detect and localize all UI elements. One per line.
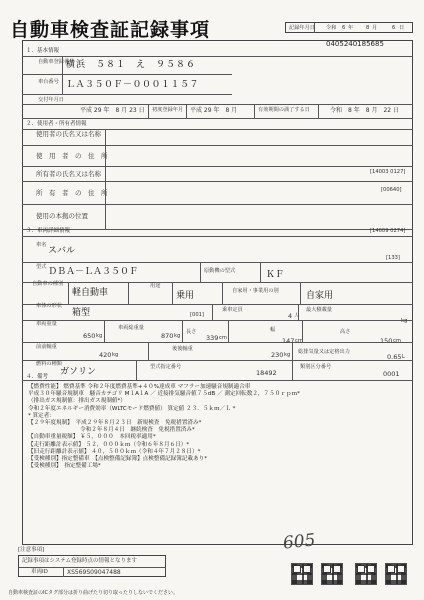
model-value: ＤＢＡ－ＬＡ３５０Ｆ bbox=[48, 267, 139, 277]
capacity-value: 4 bbox=[288, 312, 293, 320]
maker-value: スバル bbox=[48, 246, 76, 256]
issue-date-label: 交付年月日 bbox=[38, 97, 64, 103]
footer-section-label: [注意事項] bbox=[18, 547, 45, 553]
record-date-month-unit: 月 bbox=[372, 25, 378, 31]
remark-line: 【自動車重量税額】 ￥５，０００ 本回税率適用* bbox=[28, 434, 156, 441]
remark-line: 令和２年度エネルギー消費効率（WLTCモード燃費値） 算定値 ２３．５ｋｍ／Ｌ * bbox=[28, 405, 236, 412]
vehicle-weight-label: 車両重量 bbox=[36, 321, 57, 327]
vehicle-id-value: XS569S09047488 bbox=[67, 569, 121, 576]
record-date-year-unit: 年 bbox=[348, 25, 354, 31]
record-date-box bbox=[285, 22, 413, 33]
owner-name-label: 所有者の氏名又は名称 bbox=[36, 170, 101, 178]
type-designation-value: 18492 bbox=[256, 369, 277, 377]
body-shape-label: 車体の形状 bbox=[36, 303, 62, 309]
rear-axle-value: 230 bbox=[271, 351, 284, 359]
remark-line: 【受検種別】指定整備車 【点検整備記録簿】点検整備記録簿記載あり* bbox=[28, 456, 207, 463]
type-designation-label: 型式指定番号 bbox=[150, 364, 182, 370]
bottom-note: 自動車検査証のICタグ部分は折り曲げたり切り取ったりしないでください。 bbox=[8, 590, 178, 596]
use-value: 乗用 bbox=[176, 291, 195, 301]
issue-date-value: 平成 29 年 8 月 23 日 bbox=[80, 107, 145, 114]
footer-note: 記録事項はシステム登録時点の情報となります bbox=[22, 558, 137, 564]
record-date-day-unit: 日 bbox=[399, 25, 405, 31]
expiry-label: 有効期間の満了する日 bbox=[258, 107, 310, 113]
width-value: 147 bbox=[282, 337, 295, 345]
first-reg-label: 初度登録年月 bbox=[152, 107, 184, 113]
width-label: 幅 bbox=[270, 327, 276, 333]
height-unit: cm bbox=[393, 338, 401, 344]
remark-line: 【受検種別】 指定整備工場* bbox=[28, 463, 101, 470]
engine-label: 原動機の型式 bbox=[204, 268, 236, 274]
record-date-era: 令和 bbox=[326, 25, 337, 31]
remarks-block bbox=[28, 384, 408, 470]
qr-code-2-icon bbox=[321, 563, 343, 585]
reg-number-value: 横浜 ５８１ え ９５８６ bbox=[66, 60, 197, 70]
record-date-day: 6 bbox=[392, 25, 396, 31]
gross-weight-value: 870 bbox=[161, 332, 174, 340]
capacity-unit: 人 bbox=[294, 313, 300, 319]
chassis-label: 車台番号 bbox=[38, 79, 59, 85]
vehicle-type-value: 軽自動車 bbox=[72, 288, 109, 298]
front-axle-unit: kg bbox=[112, 352, 119, 358]
reg-number-label: 自動車登録番号 bbox=[38, 59, 75, 65]
remark-line: * 算定者： bbox=[28, 412, 55, 419]
gross-weight-label: 車両総重量 bbox=[118, 325, 144, 331]
qr-code-3-icon bbox=[355, 563, 377, 585]
remark-line: 【２９年度規制】 平成２９年８月２３日 新規検査 免税措置済み* bbox=[28, 420, 202, 427]
remark-line: 【燃費性能】 燃費基準 令和２年度燃費基準+４０%達成車 マフラー加速騒音規制適合車 bbox=[28, 384, 251, 390]
displacement-unit: L bbox=[402, 354, 405, 360]
vehicle-weight-value: 650 bbox=[83, 332, 96, 340]
purpose-value: 自家用 bbox=[306, 291, 334, 301]
height-label: 高さ bbox=[340, 329, 351, 335]
section3-heading: ３．車両詳細情報 bbox=[26, 228, 71, 234]
max-load-unit: kg bbox=[401, 318, 408, 324]
engine-value: ＫＦ bbox=[266, 270, 285, 280]
vehicle-id-label: 車両ID bbox=[31, 569, 48, 575]
record-date-month: 8 bbox=[366, 25, 370, 31]
fuel-label: 燃料の種類 bbox=[36, 361, 62, 367]
section4-heading: ４．備考 bbox=[26, 374, 49, 380]
handwritten-note: 605 bbox=[282, 530, 317, 554]
gross-weight-unit: kg bbox=[174, 333, 181, 339]
user-address-label: 使 用 者 の 住 所 bbox=[36, 152, 108, 160]
max-load-label: 最大積載量 bbox=[306, 307, 332, 313]
displacement-value: 0.65 bbox=[387, 353, 402, 361]
first-reg-value: 平成 29 年 8 月 bbox=[190, 107, 238, 114]
document-number: 0405240185685 bbox=[326, 40, 384, 48]
footer-box bbox=[18, 555, 166, 577]
qr-code-4-icon bbox=[385, 563, 407, 585]
length-value: 339 bbox=[206, 334, 219, 342]
vehicle-weight-unit: kg bbox=[96, 333, 103, 339]
rear-axle-label: 後後軸重 bbox=[172, 346, 193, 352]
length-unit: cm bbox=[219, 335, 227, 341]
section2-heading: ２．使用者・所有者情報 bbox=[26, 121, 87, 127]
front-axle-label: 前前軸重 bbox=[36, 344, 57, 350]
code-2: [00640] bbox=[381, 187, 402, 193]
base-location-label: 使用の本拠の位置 bbox=[36, 212, 88, 220]
category-value: 0001 bbox=[383, 370, 400, 378]
page-title: 自動車検査証記録事項 bbox=[10, 19, 211, 41]
body-shape-code: [001] bbox=[190, 312, 204, 318]
code-1: [14003 0127] bbox=[370, 169, 406, 175]
body-shape-value: 箱型 bbox=[72, 308, 91, 318]
remark-line: 令和２年８月４日 継続検査 免税措置済み* bbox=[28, 427, 195, 434]
front-axle-value: 420 bbox=[99, 351, 112, 359]
category-label: 類別区分番号 bbox=[300, 364, 332, 370]
record-date-year: 6 bbox=[342, 25, 346, 31]
user-name-label: 使用者の氏名又は名称 bbox=[36, 130, 101, 138]
purpose-label: 自家用・事業用の別 bbox=[232, 288, 279, 294]
length-label: 長さ bbox=[186, 329, 197, 335]
rear-axle-unit: kg bbox=[284, 352, 291, 358]
maker-label: 車名 bbox=[36, 242, 47, 248]
qr-code-1-icon bbox=[291, 563, 313, 585]
expiry-value: 令和 8 年 8 月 22 日 bbox=[330, 107, 399, 114]
maker-code: [133] bbox=[386, 255, 400, 261]
chassis-value: ＬＡ３５０Ｆ－０００１１５７ bbox=[66, 80, 200, 90]
capacity-label: 乗車定員 bbox=[222, 307, 243, 313]
remark-line: （排出ガス規制値：排出ガス規制値*） bbox=[28, 398, 126, 405]
section1-heading: １．基本情報 bbox=[26, 48, 60, 54]
height-value: 150 bbox=[380, 337, 393, 345]
fuel-value: ガソリン bbox=[60, 367, 97, 377]
code-3: [14009 0274] bbox=[370, 228, 406, 234]
displacement-label: 総排気量又は定格出力 bbox=[298, 349, 350, 355]
owner-address-label: 所 有 者 の 住 所 bbox=[36, 189, 108, 197]
record-date-label: 記録年月日 bbox=[289, 25, 315, 31]
width-unit: cm bbox=[295, 338, 303, 344]
remark-line: 平成３０年騒音規制車 騒音カテゴリ M１A１A ／ 近接排気騒音値７５dB ／ 測定回転数２，７５０ｒｐｍ* bbox=[28, 391, 300, 398]
vehicle-type-label: 自動車の種別 bbox=[32, 281, 64, 287]
model-label: 型式 bbox=[36, 264, 47, 270]
use-label: 用途 bbox=[150, 283, 161, 289]
remark-line: 【走行距離計表示値】 ５２，０００ｋｍ（令和６年８月６日）* bbox=[28, 441, 190, 448]
max-load-value: － bbox=[393, 317, 400, 325]
remark-line: 【旧走行距離計表示値】 ４０，５００ｋｍ（令和４年７月２８日）* bbox=[28, 448, 201, 455]
